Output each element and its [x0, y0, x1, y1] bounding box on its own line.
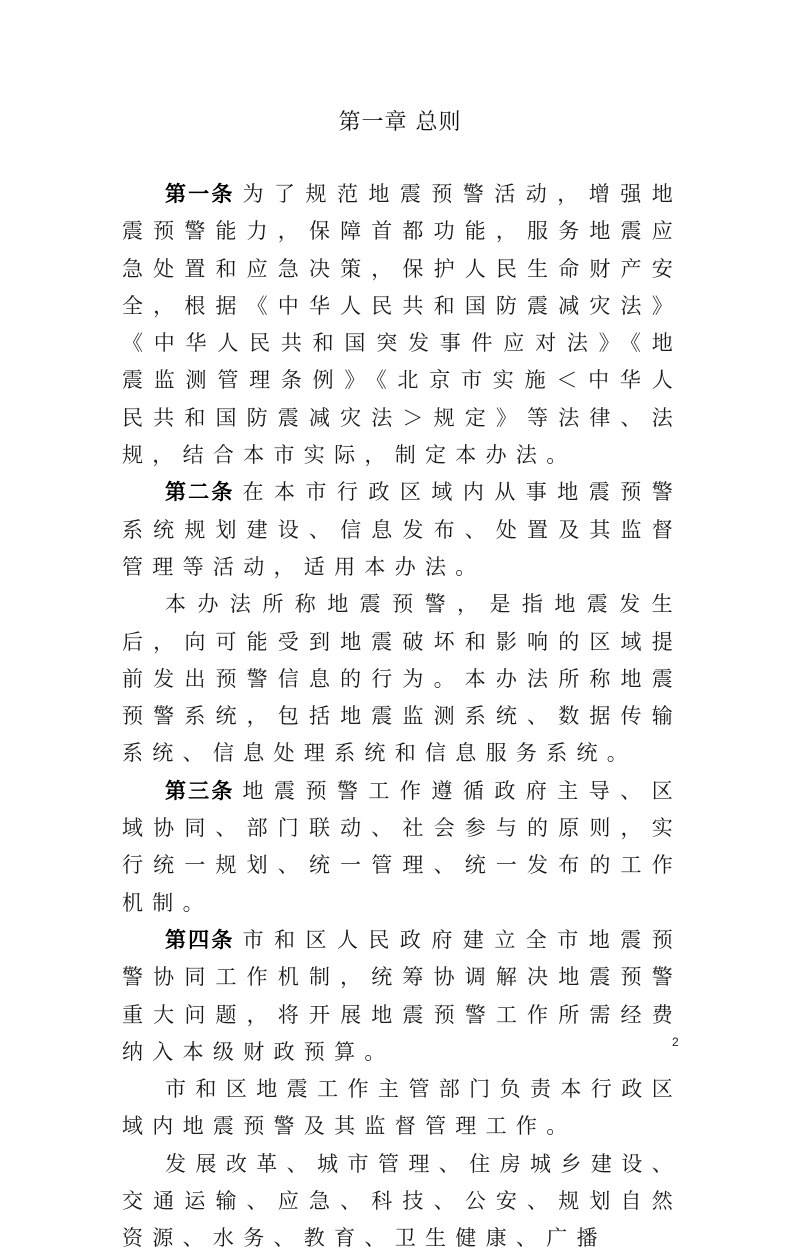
paragraph-article-4: [122, 922, 682, 1071]
paragraph-text: 地震预警工作遵循政府主导、区域协同、部门联动、社会参与的原则，实行统一规划、统一管理、统一发布的工作机制。: [122, 778, 683, 915]
article-number: 第四条: [165, 927, 235, 952]
paragraph-departments: [122, 1146, 682, 1258]
page-number: 2: [672, 1035, 679, 1049]
paragraph-definition: [122, 586, 682, 772]
paragraph-responsibility: [122, 1071, 682, 1146]
paragraph-article-3: [122, 773, 682, 922]
paragraph-text: 市和区地震工作主管部门负责本行政区域内地震预警及其监督管理工作。: [122, 1077, 682, 1139]
paragraph-text: 本办法所称地震预警，是指地震发生后，向可能受到地震破坏和影响的区域提前发出预警信息的行为。本办法所称地震预警系统，包括地震监测系统、数据传输系统、信息处理系统和信息服务系统。: [122, 592, 682, 766]
chapter-title: 第一章 总则: [338, 110, 462, 135]
article-number: 第三条: [165, 778, 235, 803]
paragraph-text: 市和区人民政府建立全市地震预警协同工作机制，统筹协调解决地震预警重大问题，将开展地震预警工作所需经费纳入本级财政预算。: [122, 927, 683, 1064]
paragraph-text: 为了规范地震预警活动，增强地震预警能力，保障首都功能，服务地震应急处置和应急决策，保护人民生命财产安全，根据《中华人民共和国防震减灾法》《中华人民共和国突发事件应对法》《地震监测管理条例》《北京市实施＜中华人民共和国防震减灾法＞规定》等法律、法规，结合本市实际，制定本办法。: [122, 182, 683, 468]
article-number: 第二条: [165, 480, 235, 505]
article-number: 第一条: [165, 182, 235, 206]
paragraph-text: 发展改革、城市管理、住房城乡建设、交通运输、应急、科技、公安、规划自然资源、水务、教育、卫生健康、广播: [122, 1151, 682, 1251]
document-body: [122, 176, 682, 1258]
paragraph-text: 在本市行政区域内从事地震预警系统规划建设、信息发布、处置及其监督管理等活动，适用本办法。: [122, 480, 683, 579]
paragraph-article-1: [122, 176, 682, 474]
paragraph-article-2: [122, 474, 682, 586]
